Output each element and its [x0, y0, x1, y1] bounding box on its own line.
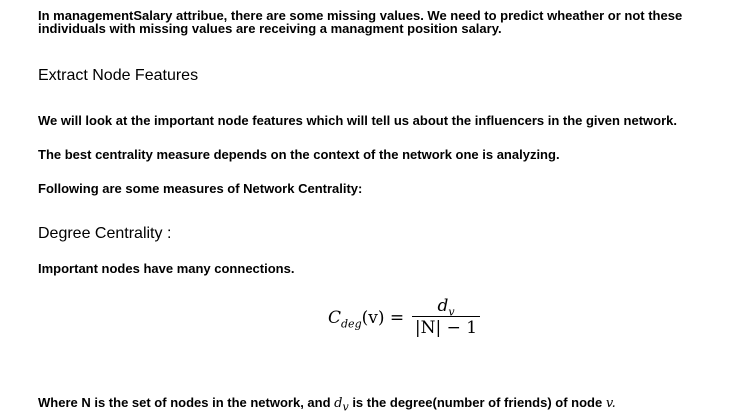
intro-line-1: In managementSalary attribue, there are some missing values. We need to predict wheather or not these [38, 8, 683, 23]
formula-lhs [328, 308, 404, 330]
formula-numerator: $d_v$ [437, 296, 455, 319]
degree-centrality-formula [328, 296, 508, 346]
best-centrality-text: The best centrality measure depends on the context of the network one is analyzing. [38, 147, 560, 162]
formula-argument: (v) = [361, 308, 405, 328]
formula-symbol: C [328, 308, 342, 328]
footer-text: Where N is the set of nodes in the network, and $d_v$ is the degree(number of friends) of node v. [38, 395, 616, 414]
following-measures-text: Following are some measures of Network Centrality: [38, 181, 363, 196]
extract-node-features-heading: Extract Node Features [38, 67, 199, 84]
formula-fraction [410, 296, 482, 339]
formula-subscript: deg [341, 317, 362, 331]
footer-symbol: $d_v$ [334, 396, 349, 414]
intro-line-2: individuals with missing values are receiving a managment position salary. [38, 21, 502, 36]
important-features-text: We will look at the important node features which will tell us about the influencers in the given network. [38, 113, 678, 128]
footer-node-symbol: v. [605, 396, 616, 411]
formula-denominator: |N| − 1 [414, 318, 478, 338]
important-nodes-text: Important nodes have many connections. [38, 261, 295, 276]
intro-paragraph [38, 9, 682, 35]
degree-centrality-heading: Degree Centrality : [38, 225, 172, 242]
